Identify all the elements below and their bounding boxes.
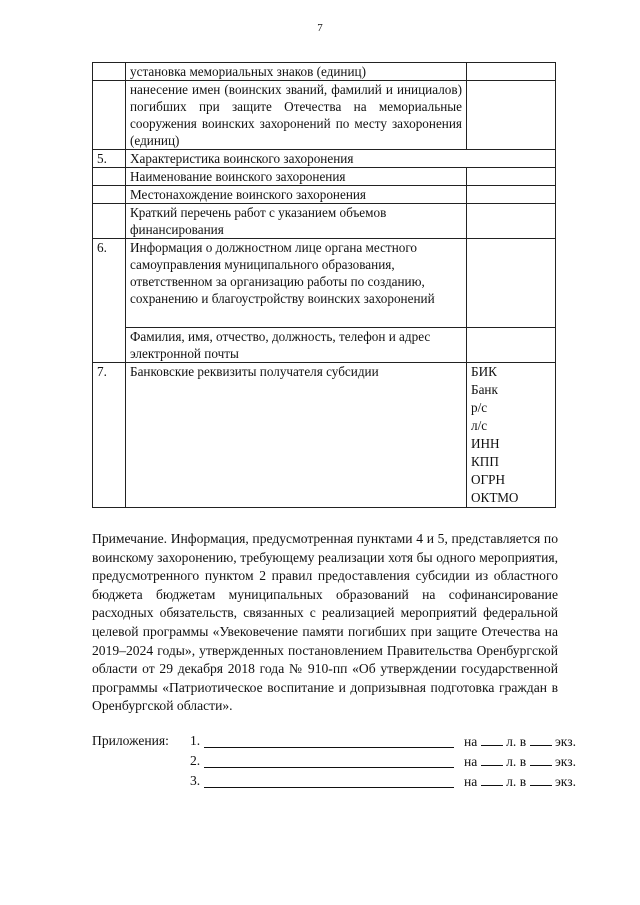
sheets-blank [481,733,503,746]
attachment-blank [204,747,454,748]
section-title: Характеристика воинского захоронения [126,150,556,168]
row-text: Банковские реквизиты получателя субсидии [126,363,467,508]
sheets-blank [481,753,503,766]
attachments-label: Приложения: [92,733,169,748]
table-row [93,239,556,328]
row-number-cell [93,168,126,186]
attachment-line [92,733,576,753]
value-cell [467,63,556,81]
bank-field: КПП [471,454,499,469]
value-cell [467,204,556,239]
form-table [92,62,556,508]
row-number-cell [93,186,126,204]
table-row [93,168,556,186]
attachment-line [92,753,576,773]
attachment-number: 2. [190,753,201,768]
sheets-blank [481,773,503,786]
row-text: Фамилия, имя, отчество, должность, телефон и адрес электронной почты [126,328,467,363]
copies-label: экз. [554,734,576,749]
sheets-label: л. в [506,734,527,749]
page-number: 7 [317,22,323,34]
row-text: нанесение имен (воинских званий, фамилий и инициалов) погибших при защите Отечества на мемориальные сооружения воинских захоронений по месту захоронения (единиц) [126,81,467,150]
row-number-cell [93,63,126,81]
table-row [93,328,556,363]
row-number: 7. [93,363,126,508]
table-row [93,204,556,239]
row-text: установка мемориальных знаков (единиц) [126,63,467,81]
bank-field: ОКТМО [471,490,519,505]
bank-field: БИК [471,364,497,379]
bank-field: ИНН [471,436,500,451]
value-cell [467,81,556,150]
row-text: Краткий перечень работ с указанием объемов финансирования [126,204,467,239]
sheets-label: л. в [506,774,527,789]
attachment-tail [464,733,576,750]
bank-fields-cell [467,363,556,508]
copies-blank [530,773,552,786]
copies-blank [530,753,552,766]
on-label: на [464,774,478,789]
value-cell [467,168,556,186]
table-row [93,363,556,508]
bank-field: ОГРН [471,472,506,487]
table-row [93,186,556,204]
attachment-number: 1. [190,733,201,748]
row-number: 5. [93,150,126,168]
sheets-label: л. в [506,754,527,769]
on-label: на [464,734,478,749]
value-cell [467,239,556,328]
bank-field: л/с [471,418,488,433]
copies-label: экз. [554,774,576,789]
attachment-number: 3. [190,773,201,788]
table-row [93,63,556,81]
attachment-blank [204,767,454,768]
bank-field: Банк [471,382,498,397]
copies-blank [530,733,552,746]
attachment-blank [204,787,454,788]
row-text: Местонахождение воинского захоронения [126,186,467,204]
row-number-cell [93,204,126,239]
row-text: Информация о должностном лице органа местного самоуправления муниципального образования, ответственном за организацию работы по созданию, сохранению и благоустройству воинских захоронений [126,239,467,328]
row-text: Наименование воинского захоронения [126,168,467,186]
attachment-tail [464,753,576,770]
row-number: 6. [93,239,126,363]
table-row [93,81,556,150]
copies-label: экз. [554,754,576,769]
value-cell [467,186,556,204]
note-paragraph: Примечание. Информация, предусмотренная пунктами 4 и 5, представляется по воинскому захоронению, требующему реализации хотя бы одного мероприятия, предусмотренного пунктом 2 правил предоставления субсидии из областного бюджета бюджетам муниципальных образований на софинансирование расходных обязательств, связанных с реализацией мероприятий федеральной целевой программы «Увековечение памяти погибших при защите Отечества на 2019–2024 годы», утвержденных постановлением Правительства Оренбургской области от 29 декабря 2018 года № 910-пп «Об утверждении государственной программы «Патриотическое воспитание и допризывная подготовка граждан в Оренбургской области». [92,531,558,714]
attachment-tail [464,773,576,790]
attachment-line [92,773,576,793]
bank-field: р/с [471,400,488,415]
on-label: на [464,754,478,769]
value-cell [467,328,556,363]
table-row [93,150,556,168]
row-number-cell [93,81,126,150]
